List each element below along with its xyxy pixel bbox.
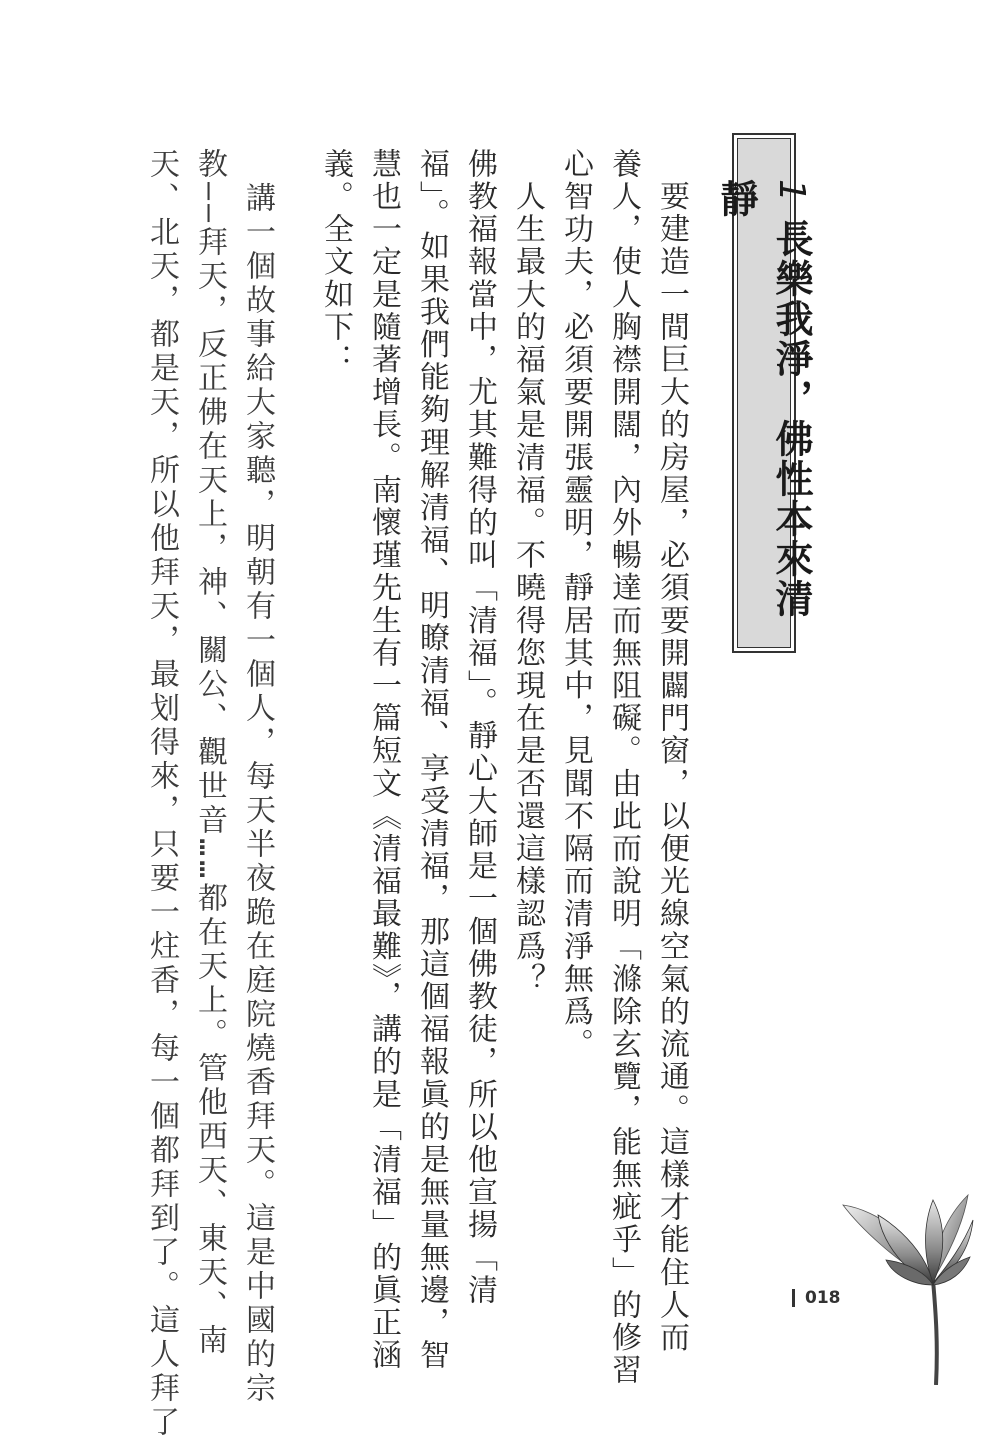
chapter-title-box [714, 133, 813, 653]
page-number [792, 1288, 841, 1308]
text-column-4: 人生最大的福氣是清福。不曉得您現在是否還這樣認爲？ [510, 148, 545, 996]
lotus-flower-icon [838, 1185, 978, 1385]
text-column-5: 佛教福報當中，尤其難得的叫「清福」。靜心大師是一個佛教徒，所以他宣揚「清 [462, 148, 497, 1307]
chapter-number: 1 [771, 179, 812, 204]
page-number-bar [792, 1289, 795, 1307]
text-column-8: 義。全文如下： [318, 148, 353, 377]
text-column-7: 慧也一定是隨著增長。南懷瑾先生有一篇短文《清福最難》，講的是「清福」的眞正涵 [366, 148, 401, 1372]
text-column-6: 福」。如果我們能夠理解清福、明瞭清福、享受清福，那這個福報眞的是無量無邊，智 [414, 148, 449, 1372]
chapter-title-inner [714, 138, 813, 648]
text-column-3: 心智功夫，必須要開張靈明，靜居其中，見聞不隔而清淨無爲。 [558, 148, 593, 1061]
story-column-1: 講一個故事給大家聽，明朝有一個人，每天半夜跪在庭院燒香拜天。這是中國的宗 [240, 148, 275, 1406]
chapter-title-text: 長樂我淨，佛性本來清靜 [714, 179, 813, 620]
page-number-text: 018 [805, 1288, 841, 1308]
story-column-2: 教——拜天，反正佛在天上，神、關公、觀世音……都在天上。管他西天、東天、南 [192, 148, 227, 1359]
chapter-title [709, 179, 819, 647]
text-column-2: 養人，使人胸襟開闊，內外暢達而無阻礙。由此而說明「滌除玄覽，能無疵乎」的修習 [606, 148, 641, 1387]
story-column-3: 天、北天，都是天，所以他拜天，最划得來，只要一炷香，每一個都拜到了。這人拜了 [144, 148, 179, 1440]
text-column-1: 要建造一間巨大的房屋，必須要開闢門窗，以便光線空氣的流通。這樣才能住人而 [654, 148, 689, 1355]
